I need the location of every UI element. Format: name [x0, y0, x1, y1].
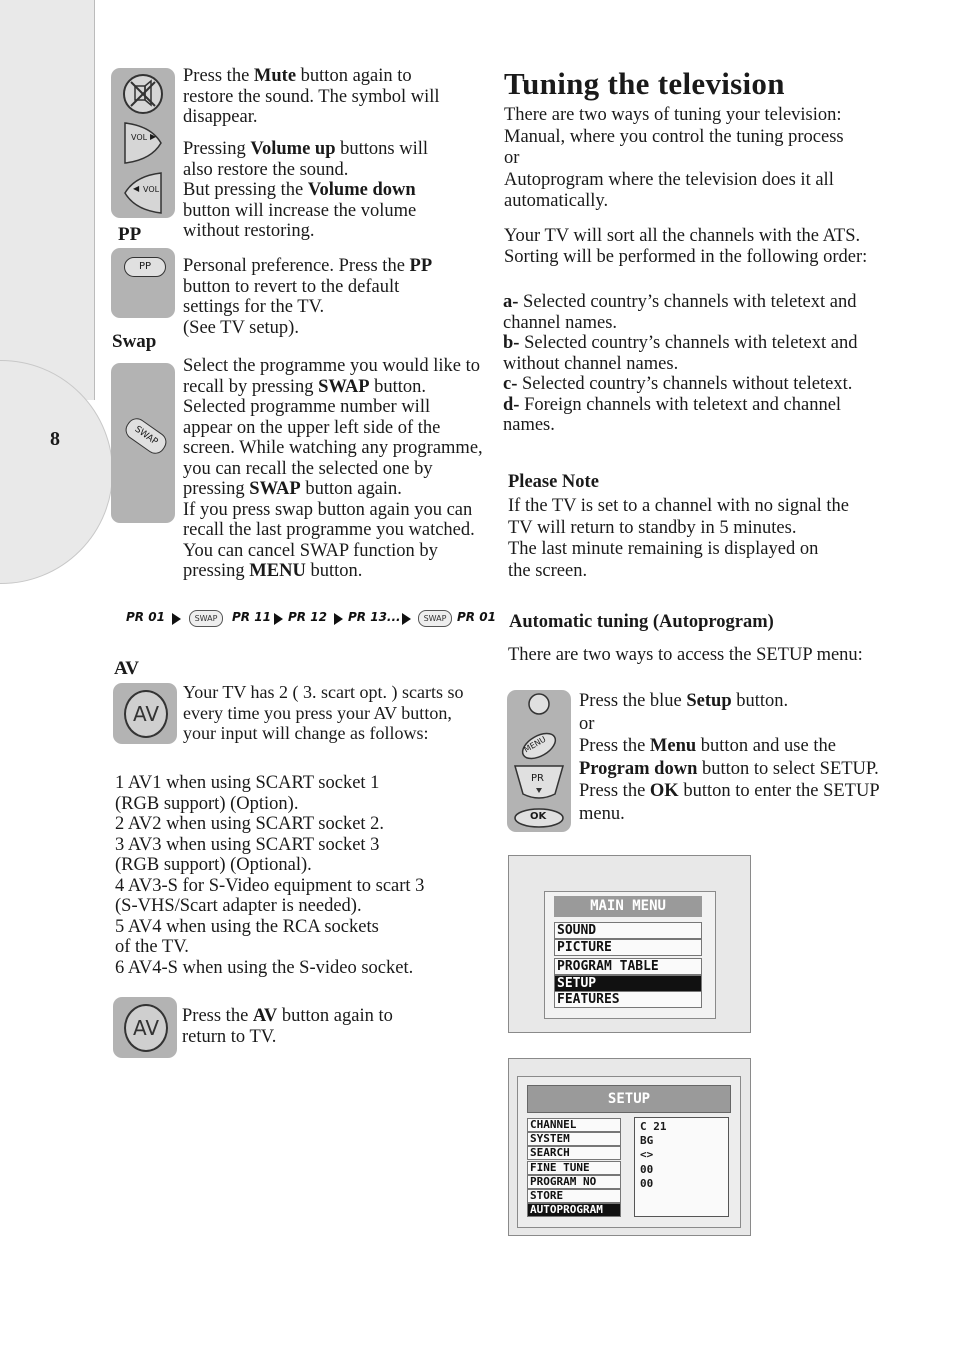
pp-button-label: PP [138, 261, 152, 272]
setup-menu-item[interactable]: STORE [527, 1189, 621, 1203]
text-line: the screen. [508, 560, 588, 581]
page-title: Tuning the television [504, 66, 785, 101]
pr-button-label: PR [531, 773, 544, 784]
main-menu-panel [544, 891, 716, 1019]
text-line: or [504, 148, 520, 168]
seq-arrow-icon [274, 613, 283, 625]
setup-menu-item[interactable]: SYSTEM [527, 1132, 621, 1146]
note-text [508, 496, 898, 582]
seq-pr11: PR 11 [232, 610, 271, 624]
text-line: (RGB support) (Option). [115, 793, 299, 814]
av-return-button [124, 1004, 168, 1052]
av-label: AV [114, 658, 139, 679]
seq-arrow-icon [402, 613, 411, 625]
text-line: The last minute remaining is displayed on [508, 539, 819, 559]
swap-button-label: SWAP [132, 424, 160, 448]
main-menu-item[interactable]: SETUP [554, 975, 702, 992]
pp-button [124, 257, 166, 277]
main-menu-title: MAIN MENU [554, 896, 702, 917]
text-line: 4 AV3-S for S-Video equipment to scart 3 [115, 875, 425, 896]
mute-text: Press the Mute button again to restore the sound. The symbol will disappear. [183, 66, 440, 127]
note-title: Please Note [508, 472, 599, 492]
order-item: a- Selected country’s channels with teletext and channel names. [503, 292, 857, 333]
page-tab-circle [0, 360, 113, 584]
menu-button-label: MENU [522, 734, 548, 755]
text-line: 1 AV1 when using SCART socket 1 [115, 773, 380, 793]
setup-menu-item[interactable]: PROGRAM NO [527, 1175, 621, 1189]
setup-menu-title: SETUP [527, 1085, 731, 1113]
av-button-label: AV [132, 702, 160, 726]
setup-menu-item[interactable]: AUTOPROGRAM [527, 1203, 621, 1217]
setup-menu-item[interactable]: FINE TUNE [527, 1161, 621, 1175]
vol-up-label: VOL [131, 133, 148, 142]
order-item: b- Selected country’s channels with teletext and without channel names. [503, 333, 858, 374]
order-item: d- Foreign channels with teletext and channel names. [503, 394, 842, 435]
text-line: (S-VHS/Scart adapter is needed). [115, 896, 362, 916]
order-item: c- Selected country’s channels without teletext. [503, 374, 853, 394]
pp-text: Personal preference. Press the PP button to revert to the default settings for the TV. (See TV setup). [183, 256, 433, 338]
auto-text: Press the blue Setup button. or Press the Menu button and use the Program down button to select SETUP. Press the OK button to enter the SETUP menu. [579, 691, 879, 824]
volume-text: Pressing Volume up buttons will also restore the sound. But pressing the Volume down button will increase the volume without restoring. [183, 139, 429, 241]
ok-button-label: OK [530, 811, 547, 822]
side-strip [0, 0, 95, 400]
page-number: 8 [50, 428, 60, 450]
remote-av-return [113, 997, 177, 1058]
auto-intro: There are two ways to access the SETUP menu: [508, 645, 863, 665]
seq-swap: SWAP [189, 610, 223, 627]
main-menu-screen [508, 855, 751, 1033]
text-line: 6 AV4-S when using the S-video socket. [115, 957, 414, 978]
setup-value: BG [640, 1134, 654, 1148]
main-menu-item[interactable]: PROGRAM TABLE [554, 958, 702, 975]
av-list [115, 773, 475, 978]
setup-menu-panel [517, 1076, 741, 1228]
text-line: If the TV is set to a channel with no signal the [508, 496, 849, 516]
ats-text: Your TV will sort all the channels with the ATS. Sorting will be performed in the following order: [504, 226, 868, 267]
intro-text [504, 105, 889, 213]
setup-menu-screen [508, 1058, 751, 1236]
seq-pr01-end: PR 01 [457, 610, 496, 624]
setup-values-box [634, 1117, 729, 1217]
pp-label: PP [118, 224, 142, 245]
text-line: TV will return to standby in 5 minutes. [508, 517, 797, 538]
remote-menu [507, 690, 571, 832]
av-text: Your TV has 2 ( 3. scart opt. ) scarts so every time you press your AV button, your input will change as follows: [183, 682, 464, 743]
remote-av [113, 683, 177, 744]
mute-volume-icons [111, 68, 175, 218]
seq-arrow-icon [334, 613, 343, 625]
setup-value: 00 [640, 1176, 654, 1190]
seq-arrow-icon [172, 613, 181, 625]
main-menu-item[interactable]: FEATURES [554, 991, 702, 1008]
setup-menu-item[interactable]: CHANNEL [527, 1118, 621, 1132]
auto-title: Automatic tuning (Autoprogram) [509, 612, 774, 632]
seq-pr12: PR 12 [288, 610, 327, 624]
seq-pr01: PR 01 [126, 610, 165, 624]
setup-value: C 21 [640, 1120, 667, 1133]
text-line: automatically. [504, 191, 609, 211]
setup-menu-item[interactable]: SEARCH [527, 1146, 621, 1160]
vol-down-arrow: ◀ [133, 184, 140, 193]
remote-mute-volume [111, 68, 175, 218]
text-line: of the TV. [115, 937, 189, 957]
sort-order [503, 292, 888, 436]
main-menu-item[interactable]: PICTURE [554, 939, 702, 956]
text-line: Manual, where you control the tuning process [504, 126, 844, 147]
swap-text: Select the programme you would like to recall by pressing SWAP button. Selected programme number will appear on the upper left side of the screen. While watching any programme, you can recall the selected one by pressing SWAP button again. If you press swap button again you can recall the last programme you watched. You can cancel SWAP function by pressing MENU button. [183, 356, 483, 581]
av-button [124, 690, 168, 738]
vol-up-arrow: ▶ [150, 132, 157, 141]
main-menu-item[interactable]: SOUND [554, 922, 702, 939]
av-return-text: Press the AV button again to return to TV. [182, 1006, 393, 1047]
text-line: 5 AV4 when using the RCA sockets [115, 916, 379, 937]
seq-pr13: PR 13... [348, 610, 401, 624]
setup-value: 00 [640, 1162, 654, 1176]
seq-swap-2: SWAP [418, 610, 452, 627]
av-return-button-label: AV [132, 1016, 160, 1040]
text-line: Autoprogram where the television does it all [504, 169, 834, 190]
swap-label: Swap [112, 331, 157, 352]
text-line: There are two ways of tuning your television: [504, 105, 842, 125]
text-line: 3 AV3 when using SCART socket 3 [115, 834, 380, 855]
text-line: (RGB support) (Optional). [115, 855, 312, 875]
vol-down-label: VOL [143, 185, 160, 194]
text-line: 2 AV2 when using SCART socket 2. [115, 814, 385, 834]
setup-value: <> [640, 1148, 654, 1162]
